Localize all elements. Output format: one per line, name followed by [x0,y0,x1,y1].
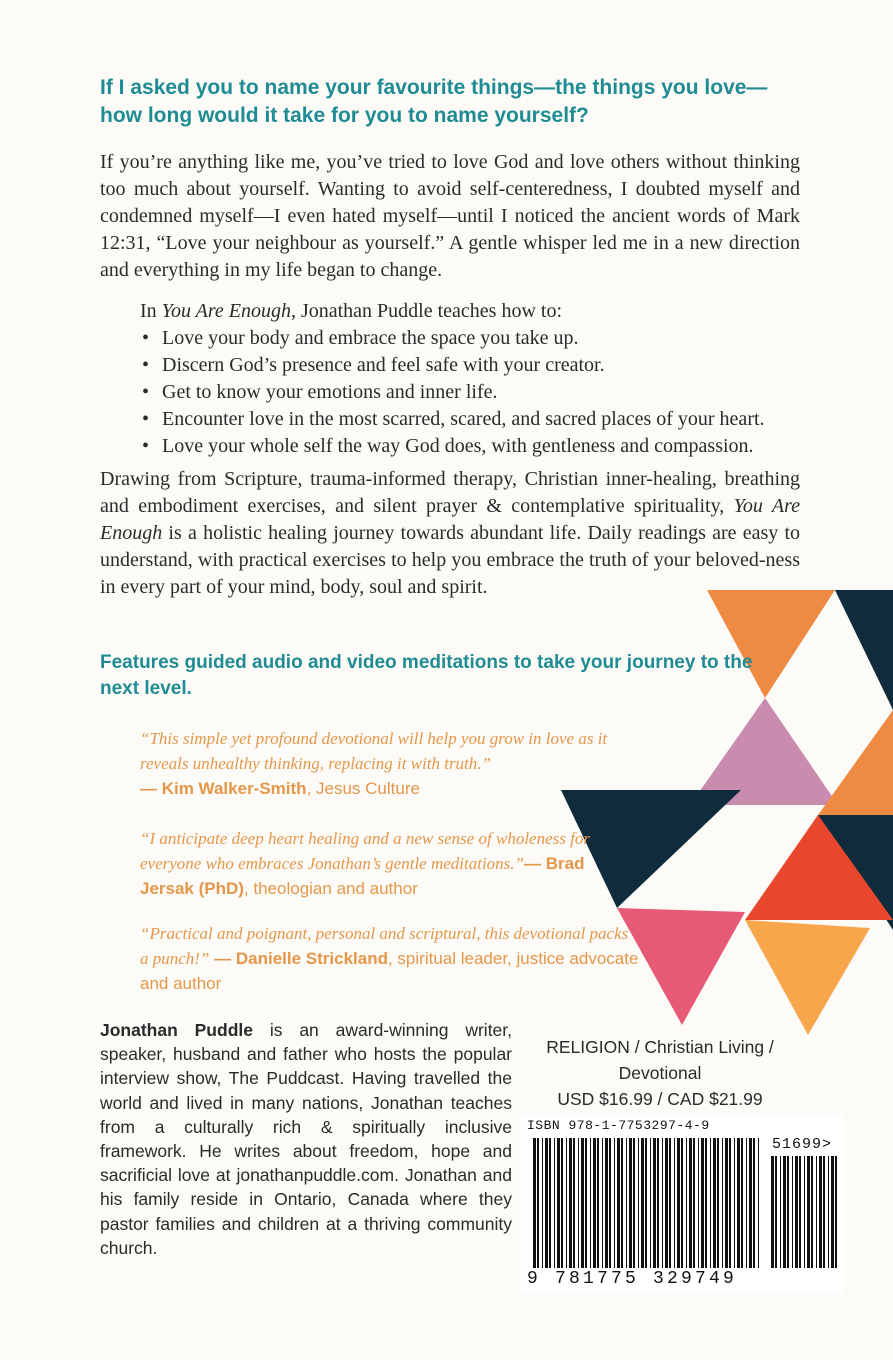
intro-paragraph: If you’re anything like me, you’ve tried to love God and love others without thinking too much about yourself. Wanting to avoid self-centeredness, I doubted myself and condemned myself—I even hated myself—until I noticed the ancient words of Mark 12:31, “Love your neighbour as yourself.” A gentle whisper led me in a new direction and everything in my life began to change. [100,151,800,281]
barcode-bar [641,1138,644,1268]
barcode-bar [545,1138,548,1268]
triangle-mauve [690,698,838,805]
barcode-bar [554,1138,555,1268]
author-name: Jonathan Puddle [100,1020,253,1040]
list-item: • Love your whole self the way God does, with gentleness and compassion. [140,433,820,460]
price-line: USD $16.99 / CAD $21.99 [557,1089,763,1109]
barcode-bar [602,1138,603,1268]
barcode-bar [605,1138,608,1268]
triangle-navy-top-right [835,590,893,710]
barcode-bar [617,1138,620,1268]
barcode-bar [753,1138,755,1268]
quote-author: — Danielle Strickland [209,949,388,968]
barcode-bar [557,1138,560,1268]
barcode-bar [633,1138,635,1268]
barcode-bar [689,1138,692,1268]
barcode-bar [597,1138,599,1268]
barcode-bar [835,1156,837,1268]
quote-affiliation: , Jesus Culture [306,779,420,798]
endorsement-quote [140,826,640,901]
isbn-label: ISBN 978-1-7753297-4-9 [527,1118,710,1133]
barcode-bar [749,1138,752,1268]
barcode-bar [657,1138,659,1268]
list-item: • Get to know your emotions and inner life. [140,379,820,406]
barcode-bar [614,1138,615,1268]
barcode-bar [569,1138,572,1268]
endorsement-quote [140,726,640,801]
quote-author: — Kim Walker-Smith [140,779,307,798]
headline: If I asked you to name your favourite things—the things you love—how long would it take for you to name yourself? [100,76,768,127]
barcode-bar [729,1138,731,1268]
list-item: • Love your body and embrace the space you take up. [140,325,820,352]
barcode [521,1116,843,1293]
barcode-bar [581,1138,584,1268]
quote-text: “Practical and poignant, personal and scriptural, this devotional packs a punch!” [140,924,629,968]
barcode-bar [775,1156,777,1268]
barcode-bar [710,1138,711,1268]
bio-text: is an award-winning writer, speaker, husband and father who hosts the popular interview show, The Puddcast. Having travelled the world and lived in many nations, Jonathan teaches from a culturally rich & spiritually inclusive framework. He writes about freedom, hope and sacrificial love at jonathanpuddle.com. Jonathan and his family reside in Ontario, Canada where they pastor families and children at a thriving community church. [100,1020,513,1258]
category-line-1: RELIGION / Christian Living / [546,1037,774,1057]
barcode-bar [674,1138,675,1268]
barcode-bar [693,1138,695,1268]
barcode-bar [653,1138,656,1268]
teaches-intro [140,298,820,325]
category-price-block [530,1034,790,1112]
drawing-before: Drawing from Scripture, trauma-informed therapy, Christian inner-healing, breathing and embodiment exercises, and silent prayer & contemplative spirituality, [100,468,800,517]
price-code: 51699> [772,1136,833,1153]
quote-author: — Brad Jersak (PhD) [140,854,585,898]
barcode-bar [585,1138,587,1268]
barcode-bar [533,1138,536,1268]
barcode-bar [621,1138,623,1268]
quote-text: “I anticipate deep heart healing and a new sense of wholeness for everyone who embraces Jonathan’s gentle meditations.” [140,829,590,873]
barcode-bar [783,1156,786,1268]
barcode-bar [795,1156,798,1268]
barcode-bar [626,1138,627,1268]
barcode-bar [573,1138,575,1268]
list-item: • Discern God’s presence and feel safe with your creator. [140,352,820,379]
barcode-bar [701,1138,704,1268]
author-bio [100,1018,512,1260]
teaches-list [140,325,820,460]
barcode-bar [705,1138,707,1268]
barcode-bar [566,1138,567,1268]
barcode-bar [780,1156,781,1268]
quote-affiliation: , spiritual leader, justice advocate and author [140,949,639,993]
barcode-bar [758,1138,759,1268]
barcode-bar [698,1138,699,1268]
barcode-bar [823,1156,825,1268]
barcode-bar [561,1138,563,1268]
barcode-bar [722,1138,723,1268]
barcode-bar [734,1138,735,1268]
barcode-bar [645,1138,647,1268]
drawing-paragraph [100,466,800,601]
barcode-bar [593,1138,596,1268]
book-title: You Are Enough [100,495,800,544]
book-title: You Are Enough [161,300,291,322]
barcode-bar [609,1138,611,1268]
barcode-bar [650,1138,651,1268]
quote-text: “This simple yet profound devotional will help you grow in love as it reveals unhealthy thinking, replacing it with truth.” [140,729,608,773]
barcode-bar [669,1138,671,1268]
barcode-bar [629,1138,632,1268]
barcode-bar [741,1138,743,1268]
barcode-bar [831,1156,834,1268]
barcode-bar [717,1138,719,1268]
barcode-bar [665,1138,668,1268]
teaches-section [140,298,820,460]
teaches-prefix: In [140,300,162,322]
barcode-bar [662,1138,663,1268]
barcode-bar [746,1138,747,1268]
barcode-bar [681,1138,683,1268]
barcode-bar [816,1156,817,1268]
barcode-bar [787,1156,789,1268]
barcode-bar [537,1138,539,1268]
barcode-bar [737,1138,740,1268]
isbn-digits: 9 781775 329749 [527,1269,738,1289]
features-line: Features guided audio and video meditations to take your journey to the next level. [100,652,753,699]
barcode-bar [771,1156,774,1268]
barcode-bar [590,1138,591,1268]
barcode-bar [725,1138,728,1268]
barcode-bar [819,1156,822,1268]
barcode-bar [713,1138,716,1268]
drawing-after: is a holistic healing journey towards abundant life. Daily readings are easy to understand, with practical exercises to help you embrace the truth of your beloved-ness in every part of your mind, body, soul and spirit. [100,522,800,598]
barcode-bar [578,1138,579,1268]
quote-affiliation: , theologian and author [243,879,418,898]
barcode-bar [677,1138,680,1268]
category-line-2: Devotional [618,1063,702,1083]
barcode-bar [686,1138,687,1268]
teaches-suffix: , Jonathan Puddle teaches how to: [290,300,563,322]
barcode-bar [638,1138,639,1268]
barcode-bar [804,1156,805,1268]
triangle-yellow [745,920,870,1035]
barcode-bar [799,1156,801,1268]
endorsement-quote [140,921,640,996]
barcode-bar [549,1138,551,1268]
barcode-bar [828,1156,829,1268]
barcode-bar [792,1156,793,1268]
barcode-bar [811,1156,813,1268]
barcode-bar [542,1138,543,1268]
list-item: • Encounter love in the most scarred, scared, and sacred places of your heart. [140,406,820,433]
barcode-bar [807,1156,810,1268]
